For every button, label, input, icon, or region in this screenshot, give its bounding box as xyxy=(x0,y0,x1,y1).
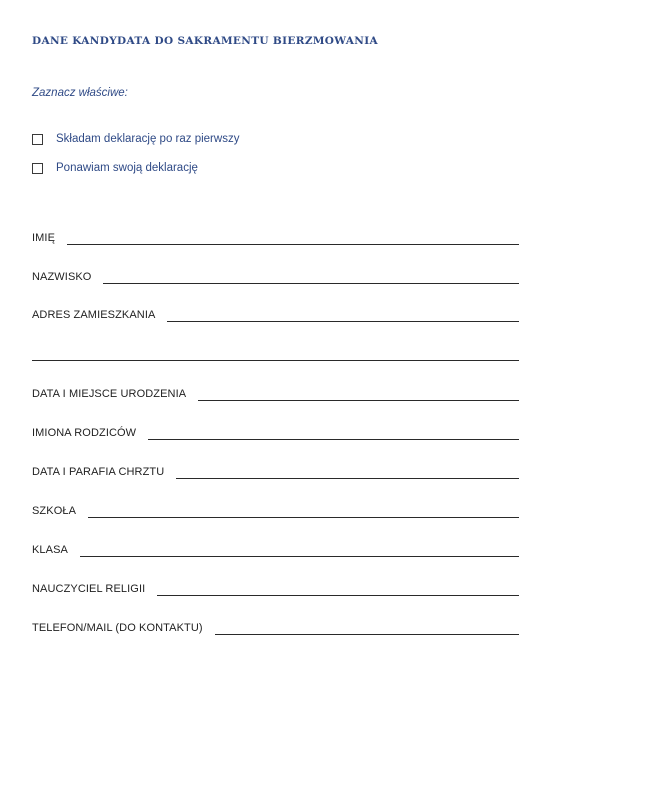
option-first-declaration[interactable] xyxy=(32,133,239,145)
field-religion-teacher-label: NAUCZYCIEL RELIGII xyxy=(32,583,146,595)
field-first-name xyxy=(32,232,519,245)
field-address-label: ADRES ZAMIESZKANIA xyxy=(32,309,156,321)
field-religion-teacher xyxy=(32,583,519,596)
field-first-name-label: IMIĘ xyxy=(32,232,56,244)
field-address-second-line[interactable] xyxy=(32,360,519,361)
field-birth-date-place-label: DATA I MIEJSCE URODZENIA xyxy=(32,388,187,400)
field-class-line[interactable] xyxy=(80,544,519,557)
field-last-name xyxy=(32,271,519,284)
option-renew-declaration[interactable] xyxy=(32,162,198,174)
field-school-label: SZKOŁA xyxy=(32,505,77,517)
field-contact-line[interactable] xyxy=(215,622,519,635)
field-school xyxy=(32,505,519,518)
field-baptism-label: DATA I PARAFIA CHRZTU xyxy=(32,466,165,478)
field-first-name-line[interactable] xyxy=(67,232,519,245)
field-address-line[interactable] xyxy=(167,309,519,322)
field-contact-label: TELEFON/MAIL (DO KONTAKTU) xyxy=(32,622,203,634)
field-last-name-line[interactable] xyxy=(103,271,519,284)
field-baptism-line[interactable] xyxy=(176,466,519,479)
field-birth-date-place-line[interactable] xyxy=(198,388,519,401)
field-religion-teacher-line[interactable] xyxy=(157,583,519,596)
field-parents-names-label: IMIONA RODZICÓW xyxy=(32,427,137,439)
field-parents-names xyxy=(32,427,519,440)
option-first-declaration-label: Składam deklarację po raz pierwszy xyxy=(56,133,240,145)
field-contact xyxy=(32,622,519,635)
checkbox-first-declaration[interactable] xyxy=(32,134,43,145)
field-baptism xyxy=(32,466,519,479)
field-address xyxy=(32,309,519,322)
form-title: DANE KANDYDATA DO SAKRAMENTU BIERZMOWANIA xyxy=(32,35,378,47)
option-renew-declaration-label: Ponawiam swoją deklarację xyxy=(56,162,198,174)
field-class-label: KLASA xyxy=(32,544,68,556)
field-class xyxy=(32,544,519,557)
checkbox-renew-declaration[interactable] xyxy=(32,163,43,174)
instruction-text: Zaznacz właściwe: xyxy=(32,87,128,99)
field-parents-names-line[interactable] xyxy=(148,427,519,440)
field-last-name-label: NAZWISKO xyxy=(32,271,92,283)
field-birth-date-place xyxy=(32,388,519,401)
field-school-line[interactable] xyxy=(88,505,519,518)
